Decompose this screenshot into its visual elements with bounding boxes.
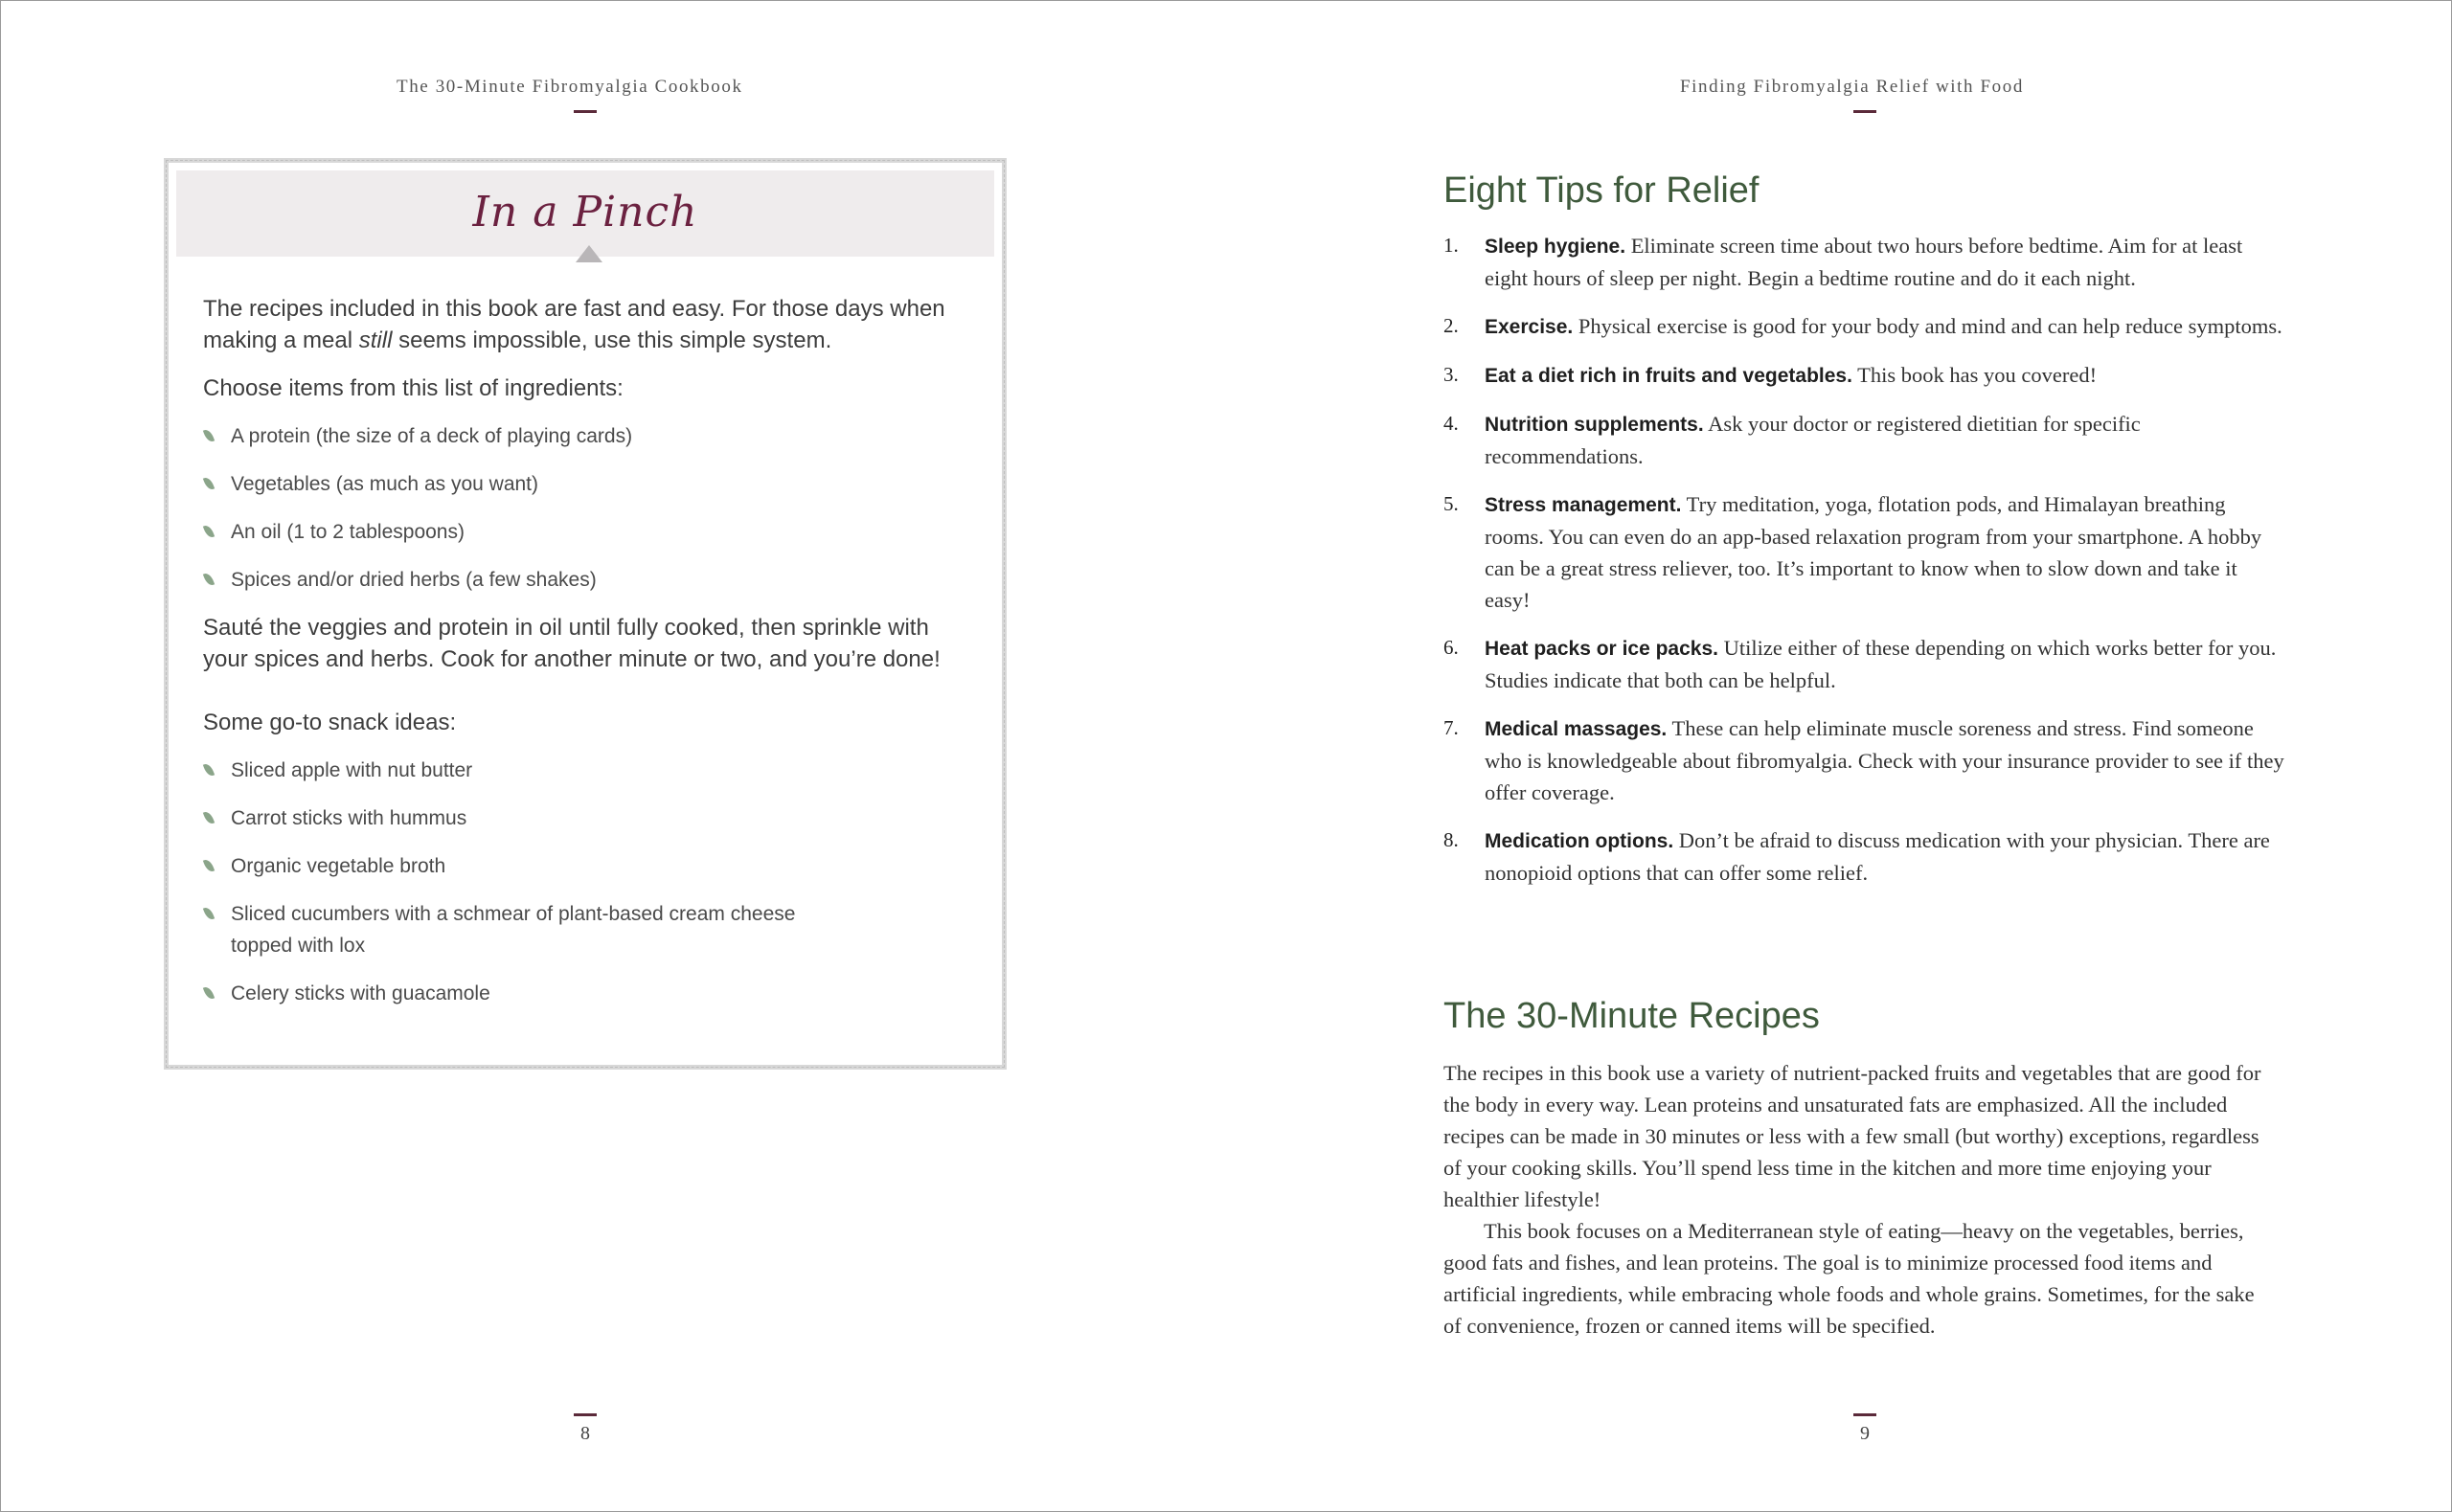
sidebar-method-text: Sauté the veggies and protein in oil until fully cooked, then sprinkle with your spices and herbs. Cook for another minute or two, and you’re done! bbox=[203, 615, 941, 672]
recipes-paragraph: The recipes in this book use a variety of nutrient-packed fruits and vegetables that are good for the body in every way. Lean proteins and unsaturated fats are emphasized. All the included recipes can be made in 30 minutes or less with a few small (but worthy) exceptions, regardless of your cooking skills. You’ll spend less time in the kitchen and more time enjoying your healthier lifestyle! bbox=[1443, 1061, 2261, 1211]
ingredient-list bbox=[203, 420, 969, 596]
sidebar-intro: The recipes included in this book are fast and easy. For those days when making a meal still seems impossible, use this simple system. bbox=[203, 296, 945, 353]
tips-list bbox=[1443, 230, 2286, 905]
leaf-bullet-icon bbox=[203, 906, 215, 921]
right-folio-rule bbox=[1853, 1413, 1876, 1416]
list-item: Sliced cucumbers with a schmear of plant-based cream cheese topped with lox bbox=[203, 898, 825, 961]
snack-list bbox=[203, 755, 969, 1009]
left-folio-rule bbox=[574, 1413, 597, 1416]
sidebar-body bbox=[203, 293, 969, 1026]
list-item: Carrot sticks with hummus bbox=[203, 802, 969, 834]
list-item: Organic vegetable broth bbox=[203, 850, 969, 882]
tip-item: 2. Exercise. Physical exercise is good for your body and mind and can help reduce symptoms. bbox=[1443, 314, 2282, 338]
tip-item: 3. Eat a diet rich in fruits and vegetables. This book has you covered! bbox=[1443, 363, 2098, 387]
leaf-bullet-icon bbox=[203, 762, 215, 778]
leaf-bullet-icon bbox=[203, 476, 215, 491]
tip-item: 5. Stress management. Try meditation, yoga, flotation pods, and Himalayan breathing rooms. You can even do an app-based relaxation program from your smartphone. A hobby can be a great stress reliever, too. It’s important to know when to slow down and take it easy! bbox=[1443, 492, 2262, 612]
left-running-head: The 30-Minute Fibromyalgia Cookbook bbox=[397, 77, 743, 97]
list-item: Sliced apple with nut butter bbox=[203, 755, 969, 786]
tip-item: 4. Nutrition supplements. Ask your doctor or registered dietitian for specific recommendations. bbox=[1443, 412, 2141, 468]
leaf-bullet-icon bbox=[203, 428, 215, 443]
right-head-rule bbox=[1853, 110, 1876, 113]
recipes-heading: The 30-Minute Recipes bbox=[1443, 996, 1820, 1036]
tip-item: 8. Medication options. Don’t be afraid to discuss medication with your physician. There are nonopioid options that can offer some relief. bbox=[1443, 828, 2270, 885]
recipes-paragraph: This book focuses on a Mediterranean style of eating—heavy on the vegetables, berries, good fats and fishes, and lean proteins. The goal is to minimize processed food items and artificial ingredients, while embracing whole foods and whole grains. Sometimes, for the sake of convenience, frozen or canned items will be specified. bbox=[1443, 1219, 2255, 1338]
sidebar-title: In a Pinch bbox=[472, 188, 698, 237]
list-item: Celery sticks with guacamole bbox=[203, 978, 969, 1009]
recipes-body bbox=[1443, 1057, 2277, 1342]
leaf-bullet-icon bbox=[203, 572, 215, 587]
sidebar-snacks-intro: Some go-to snack ideas: bbox=[203, 710, 457, 735]
list-item: Vegetables (as much as you want) bbox=[203, 468, 969, 500]
left-page-number: 8 bbox=[580, 1423, 590, 1444]
sidebar-pointer-icon bbox=[576, 245, 602, 262]
in-a-pinch-sidebar bbox=[164, 158, 1007, 1070]
tip-item: 7. Medical massages. These can help eliminate muscle soreness and stress. Find someone who is knowledgeable about fibromyalgia. Check with your insurance provider to see if they offer coverage. bbox=[1443, 716, 2284, 804]
list-item: An oil (1 to 2 tablespoons) bbox=[203, 516, 969, 548]
tip-item: 1. Sleep hygiene. Eliminate screen time about two hours before bedtime. Aim for at least eight hours of sleep per night. Begin a bedtime routine and do it each night. bbox=[1443, 234, 2243, 290]
sidebar-header bbox=[176, 170, 994, 257]
right-page-number: 9 bbox=[1860, 1423, 1870, 1444]
leaf-bullet-icon bbox=[203, 810, 215, 825]
left-head-rule bbox=[574, 110, 597, 113]
tip-item: 6. Heat packs or ice packs. Utilize either of these depending on which works better for you. Studies indicate that both can be helpful. bbox=[1443, 636, 2277, 692]
tips-heading: Eight Tips for Relief bbox=[1443, 170, 1760, 211]
leaf-bullet-icon bbox=[203, 858, 215, 873]
sidebar-choose-text: Choose items from this list of ingredients: bbox=[203, 375, 624, 401]
list-item: A protein (the size of a deck of playing cards) bbox=[203, 420, 969, 452]
leaf-bullet-icon bbox=[203, 524, 215, 539]
leaf-bullet-icon bbox=[203, 985, 215, 1001]
list-item: Spices and/or dried herbs (a few shakes) bbox=[203, 564, 969, 596]
right-running-head: Finding Fibromyalgia Relief with Food bbox=[1680, 77, 2024, 97]
